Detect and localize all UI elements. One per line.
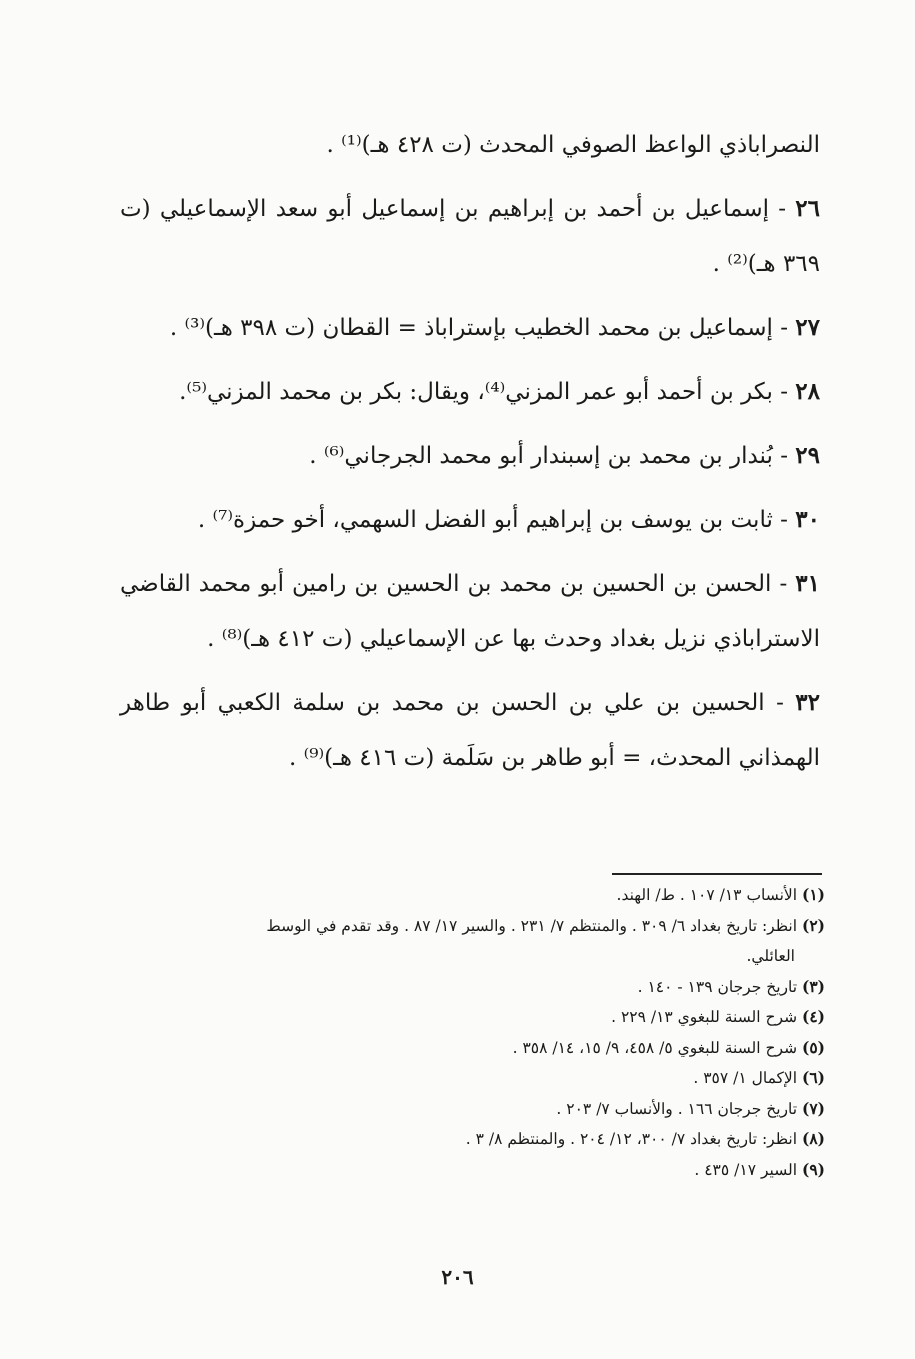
footnote-text: شرح السنة للبغوي ٥/ ٤٥٨، ٩/ ١٥، ١٤/ ٣٥٨ . — [512, 1038, 802, 1057]
footnote-text: شرح السنة للبغوي ١٣/ ٢٢٩ . — [611, 1008, 802, 1026]
footnotes — [120, 880, 825, 1185]
footnote-number: (٥) — [801, 1037, 825, 1057]
footnote-number: (٢) — [801, 915, 825, 935]
entry-text: - إسماعيل بن محمد الخطيب بإستراباذ = القطان (ت ٣٩٨ هـ)⁽³⁾ . — [169, 315, 796, 341]
entry-29 — [120, 428, 820, 484]
entry-text: النصراباذي الواعظ الصوفي المحدث (ت ٤٢٨ هـ)⁽¹⁾ . — [326, 132, 820, 158]
entry-27 — [120, 300, 820, 356]
entry-32 — [120, 675, 820, 786]
entry-26 — [120, 181, 820, 292]
footnote-9 — [120, 1155, 825, 1186]
footnote-divider — [612, 873, 822, 875]
footnote-2 — [120, 911, 825, 972]
entry-number: ٣٠ — [795, 506, 820, 533]
footnote-number: (٨) — [801, 1129, 825, 1148]
footnote-text: السير ١٧/ ٤٣٥ . — [694, 1160, 802, 1179]
footnote-5 — [120, 1033, 825, 1064]
footnote-number: (١) — [801, 885, 825, 904]
footnote-8 — [120, 1124, 825, 1155]
page-number: ٢٠٦ — [441, 1265, 474, 1289]
entry-28 — [120, 364, 820, 420]
footnote-3 — [120, 972, 825, 1003]
entry-text: - بُندار بن محمد بن إسبندار أبو محمد الجرجاني⁽⁶⁾ . — [309, 443, 796, 469]
footnote-6 — [120, 1063, 825, 1094]
entry-number: ٢٧ — [795, 314, 820, 341]
footnote-text: الأنساب ١٣/ ١٠٧ . ط/ الهند. — [616, 886, 802, 904]
footnote-text: انظر: تاريخ بغداد ٧/ ٣٠٠، ١٢/ ٢٠٤ . والمنتظم ٨/ ٣ . — [465, 1130, 802, 1148]
footnote-text: تاريخ جرجان ١٦٦ . والأنساب ٧/ ٢٠٣ . — [556, 1099, 802, 1118]
entry-text: - الحسين بن علي بن الحسن بن محمد بن سلمة الكعبي أبو طاهر الهمذاني المحدث، = أبو طاهر بن سَلَمة (ت ٤١٦ هـ)⁽⁹⁾ . — [120, 690, 820, 771]
entry-number: ٢٦ — [795, 195, 820, 222]
footnote-number: (٧) — [801, 1098, 825, 1118]
main-text — [120, 118, 820, 794]
entry-30 — [120, 492, 820, 548]
entry-number: ٣١ — [795, 570, 820, 597]
entry-25-continuation — [120, 118, 820, 173]
footnote-number: (٦) — [801, 1068, 825, 1087]
footnote-1 — [120, 880, 825, 911]
footnote-text: الإكمال ١/ ٣٥٧ . — [693, 1069, 802, 1087]
footnote-continuation: العائلي. — [746, 947, 795, 965]
entry-number: ٢٨ — [795, 378, 820, 405]
entry-number: ٣٢ — [795, 689, 820, 716]
footnote-4 — [120, 1002, 825, 1033]
entry-text: - الحسن بن الحسين بن محمد بن الحسين بن رامين أبو محمد القاضي الاستراباذي نزيل بغداد وحدث بها عن الإسماعيلي (ت ٤١٢ هـ)⁽⁸⁾ . — [120, 571, 820, 652]
entry-31 — [120, 556, 820, 667]
footnote-7 — [120, 1094, 825, 1125]
entry-text: - بكر بن أحمد أبو عمر المزني⁽⁴⁾، ويقال: بكر بن محمد المزني⁽⁵⁾. — [179, 379, 796, 405]
entry-text: - إسماعيل بن أحمد بن إبراهيم بن إسماعيل أبو سعد الإسماعيلي (ت ٣٦٩ هـ)⁽²⁾ . — [120, 196, 820, 277]
footnote-number: (٣) — [801, 976, 825, 996]
footnote-text: انظر: تاريخ بغداد ٦/ ٣٠٩ . والمنتظم ٧/ ٢٣١ . والسير ١٧/ ٨٧ . وقد تقدم في الوسط — [266, 916, 802, 935]
footnote-number: (٩) — [801, 1159, 825, 1179]
footnote-number: (٤) — [801, 1007, 825, 1026]
entry-text: - ثابت بن يوسف بن إبراهيم أبو الفضل السهمي، أخو حمزة⁽⁷⁾ . — [197, 507, 796, 533]
footnote-text: تاريخ جرجان ١٣٩ - ١٤٠ . — [637, 977, 802, 996]
entry-number: ٢٩ — [795, 442, 820, 469]
